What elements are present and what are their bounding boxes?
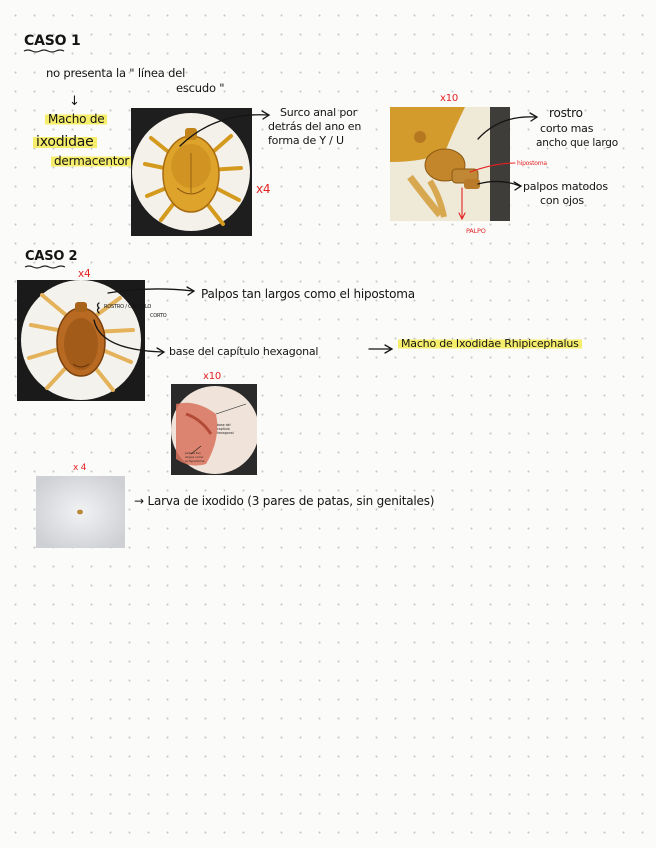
caso1-palpo-label: PALPO [466, 227, 486, 235]
caso1-species-line3 [51, 154, 132, 168]
larva-note-text: Larva de ixodido (3 pares de patas, sin genitales) [147, 494, 435, 508]
highlight: ixodidae [33, 134, 97, 150]
caso1-palpos-line2: con ojos [540, 194, 584, 207]
tick-dorsal-photo-x4 [131, 108, 252, 236]
caso1-species-line1 [45, 112, 107, 126]
caso1-photo1-note-line2: detrás del ano en [268, 120, 362, 133]
highlight: dermacentor [51, 154, 132, 168]
larva-note: → Larva de ixodido (3 pares de patas, sin genitales) [134, 494, 435, 508]
svg-text:base del: base del [217, 423, 231, 427]
caso1-rostro-line3: ancho que largo [536, 137, 618, 149]
caso2-species [398, 337, 582, 350]
larva-zoom: x 4 [73, 463, 87, 473]
caso1-photo1-note-line1: Surco anal por [280, 106, 357, 119]
caso1-heading: CASO 1 [24, 33, 81, 49]
svg-text:capítulo: capítulo [217, 427, 230, 431]
caso1-photo1-note-line3: forma de Y / U [268, 134, 344, 147]
svg-text:el hipostoma: el hipostoma [185, 459, 205, 463]
larva-photo-x4 [36, 476, 125, 548]
caso1-palpos-line1: palpos matodos [523, 180, 608, 193]
caso2-photo1-zoom: x4 [78, 268, 91, 280]
caso2-brace-label-line2: CORTO [150, 313, 167, 319]
caso1-note-line2: escudo " [176, 81, 225, 95]
svg-text:largos como: largos como [185, 455, 204, 459]
caso1-hipostoma-label: hipostoma [517, 160, 547, 167]
tick-dorsal-photo-x4-caso2 [17, 280, 145, 401]
caso1-rostro-line2: corto mas [540, 122, 594, 135]
caso2-heading: CASO 2 [25, 249, 78, 264]
caso1-note-line1: no presenta la " línea del [46, 66, 186, 80]
caso1-photo2-zoom: x10 [440, 93, 459, 104]
highlight: Macho de [45, 112, 107, 126]
caso1-species-line2 [33, 134, 97, 150]
arrow-down-icon: ↓ [69, 94, 80, 109]
caso1-photo1-zoom: x4 [256, 182, 271, 196]
highlight: Macho de Ixodidae Rhipicephalus [398, 337, 582, 350]
tick-rostrum-photo-x10 [390, 107, 510, 221]
caso2-brace-label-line1: ROSTRO / CAPÍTULO [104, 304, 152, 310]
caso1-rostro-line1: rostro [549, 106, 583, 120]
caso2-palpos-note: Palpos tan largos como el hipostoma [201, 287, 415, 301]
svg-text:hexagonal: hexagonal [217, 431, 234, 435]
tick-capitulum-photo-x10 [171, 384, 257, 475]
caso2-base-note: base del capítulo hexagonal [169, 345, 319, 358]
caso2-photo2-zoom: x10 [203, 371, 222, 382]
svg-text:palpos tan: palpos tan [185, 451, 201, 455]
